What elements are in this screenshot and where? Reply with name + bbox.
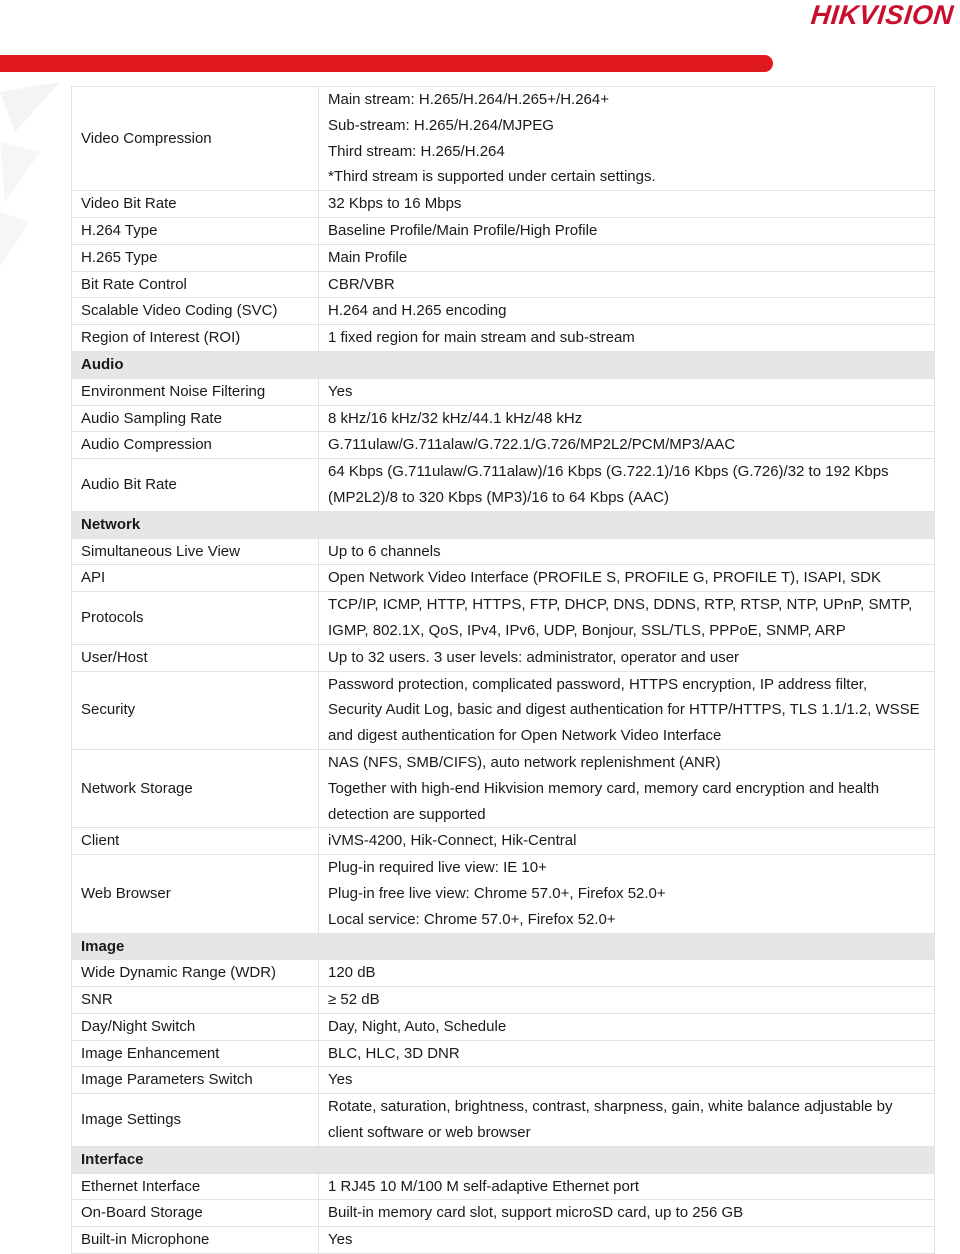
spec-value-line: NAS (NFS, SMB/CIFS), auto network replenishment (ANR) xyxy=(328,753,721,771)
section-header-row xyxy=(72,1146,935,1173)
spec-value xyxy=(319,1013,935,1040)
spec-value xyxy=(319,191,935,218)
spec-value-line: Rotate, saturation, brightness, contrast, sharpness, gain, white balance adjustable by xyxy=(328,1098,893,1116)
spec-value-line: G.711ulaw/G.711alaw/G.722.1/G.726/MP2L2/PCM/MP3/AAC xyxy=(328,436,736,454)
section-blank-cell xyxy=(319,1146,935,1173)
spec-value-line: Yes xyxy=(328,1071,353,1089)
spec-value-line: Third stream: H.265/H.264 xyxy=(328,142,505,160)
spec-label: Ethernet Interface xyxy=(72,1173,319,1200)
spec-row xyxy=(72,244,935,271)
spec-value xyxy=(319,592,935,645)
spec-row xyxy=(72,1067,935,1094)
spec-value xyxy=(319,565,935,592)
spec-value-line: Day, Night, Auto, Schedule xyxy=(328,1017,507,1035)
spec-value-line: TCP/IP, ICMP, HTTP, HTTPS, FTP, DHCP, DNS, DDNS, RTP, RTSP, NTP, UPnP, SMTP, xyxy=(328,596,913,614)
spec-value xyxy=(319,749,935,827)
section-title: Network xyxy=(72,511,319,538)
spec-label: Wide Dynamic Range (WDR) xyxy=(72,960,319,987)
section-title: Audio xyxy=(72,351,319,378)
spec-row xyxy=(72,1227,935,1254)
spec-value-line: *Third stream is supported under certain settings. xyxy=(328,168,656,186)
spec-row xyxy=(72,298,935,325)
spec-row xyxy=(72,855,935,933)
spec-value-line: Main Profile xyxy=(328,248,408,266)
spec-value xyxy=(319,855,935,933)
spec-row xyxy=(72,325,935,352)
spec-label: API xyxy=(72,565,319,592)
spec-row xyxy=(72,671,935,749)
spec-value-line: client software or web browser xyxy=(328,1124,531,1142)
spec-value xyxy=(319,87,935,191)
spec-value-line: 8 kHz/16 kHz/32 kHz/44.1 kHz/48 kHz xyxy=(328,409,583,427)
hikvision-logo: HIKVISION xyxy=(809,0,956,30)
spec-value-line: Main stream: H.265/H.264/H.265+/H.264+ xyxy=(328,91,609,108)
spec-value xyxy=(319,1200,935,1227)
spec-label: Audio Sampling Rate xyxy=(72,405,319,432)
spec-value-line: Local service: Chrome 57.0+, Firefox 52.0+ xyxy=(328,910,616,928)
spec-label: Image Enhancement xyxy=(72,1040,319,1067)
spec-row xyxy=(72,271,935,298)
spec-row xyxy=(72,87,935,191)
spec-value-line: iVMS-4200, Hik-Connect, Hik-Central xyxy=(328,832,577,850)
spec-row xyxy=(72,1200,935,1227)
spec-value-line: (MP2L2)/8 to 320 Kbps (MP3)/16 to 64 Kbps (AAC) xyxy=(328,488,669,506)
spec-value-line: Sub-stream: H.265/H.264/MJPEG xyxy=(328,116,554,134)
spec-value-line: 120 dB xyxy=(328,964,376,982)
spec-label: Bit Rate Control xyxy=(72,271,319,298)
section-header-row xyxy=(72,933,935,960)
section-title: Image xyxy=(72,933,319,960)
spec-value-line: Yes xyxy=(328,1231,353,1249)
spec-row xyxy=(72,828,935,855)
spec-value-line: 1 fixed region for main stream and sub-stream xyxy=(328,329,635,347)
spec-row xyxy=(72,644,935,671)
spec-value-line: CBR/VBR xyxy=(328,275,395,293)
spec-value xyxy=(319,217,935,244)
spec-row xyxy=(72,565,935,592)
spec-label: User/Host xyxy=(72,644,319,671)
spec-row xyxy=(72,432,935,459)
spec-label: Client xyxy=(72,828,319,855)
spec-value xyxy=(319,1067,935,1094)
spec-value xyxy=(319,405,935,432)
spec-label: Region of Interest (ROI) xyxy=(72,325,319,352)
spec-value xyxy=(319,325,935,352)
spec-value-line: Yes xyxy=(328,382,353,400)
spec-value xyxy=(319,1094,935,1147)
spec-row xyxy=(72,405,935,432)
spec-row xyxy=(72,960,935,987)
spec-value xyxy=(319,378,935,405)
spec-value-line: Password protection, complicated password, HTTPS encryption, IP address filter, xyxy=(328,675,868,693)
spec-value xyxy=(319,271,935,298)
spec-value-line: Plug-in free live view: Chrome 57.0+, Firefox 52.0+ xyxy=(328,884,666,902)
section-header-row xyxy=(72,351,935,378)
spec-label: Network Storage xyxy=(72,749,319,827)
spec-row xyxy=(72,987,935,1014)
spec-row xyxy=(72,217,935,244)
spec-label: On-Board Storage xyxy=(72,1200,319,1227)
spec-value-line: IGMP, 802.1X, QoS, IPv4, IPv6, UDP, Bonjour, SSL/TLS, PPPoE, SNMP, ARP xyxy=(328,621,846,639)
spec-value-line: 32 Kbps to 16 Mbps xyxy=(328,195,462,213)
spec-value-line: BLC, HLC, 3D DNR xyxy=(328,1044,460,1062)
spec-value-line: detection are supported xyxy=(328,805,486,823)
spec-value xyxy=(319,671,935,749)
spec-value xyxy=(319,987,935,1014)
spec-value xyxy=(319,1227,935,1254)
header-red-bar xyxy=(0,55,773,72)
spec-label: Image Settings xyxy=(72,1094,319,1147)
spec-value-line: Security Audit Log, basic and digest authentication for HTTP/HTTPS, TLS 1.1/1.2, WSSE xyxy=(328,701,920,719)
spec-value-line: Plug-in required live view: IE 10+ xyxy=(328,859,547,877)
spec-row xyxy=(72,378,935,405)
spec-row xyxy=(72,749,935,827)
spec-value xyxy=(319,960,935,987)
spec-label: Image Parameters Switch xyxy=(72,1067,319,1094)
spec-value-line: Baseline Profile/Main Profile/High Profile xyxy=(328,221,598,239)
spec-table xyxy=(71,86,935,1254)
section-header-row xyxy=(72,511,935,538)
section-title: Interface xyxy=(72,1146,319,1173)
spec-row xyxy=(72,1013,935,1040)
spec-label: H.264 Type xyxy=(72,217,319,244)
section-blank-cell xyxy=(319,351,935,378)
spec-value-line: Up to 6 channels xyxy=(328,542,441,560)
spec-row xyxy=(72,1040,935,1067)
spec-value xyxy=(319,459,935,512)
spec-value xyxy=(319,538,935,565)
spec-row xyxy=(72,538,935,565)
spec-label: Video Compression xyxy=(72,87,319,191)
spec-row xyxy=(72,1173,935,1200)
spec-value-line: H.264 and H.265 encoding xyxy=(328,302,507,320)
spec-value-line: Open Network Video Interface (PROFILE S, PROFILE G, PROFILE T), ISAPI, SDK xyxy=(328,569,881,587)
spec-value xyxy=(319,644,935,671)
spec-value-line: 1 RJ45 10 M/100 M self-adaptive Ethernet port xyxy=(328,1177,640,1195)
spec-value xyxy=(319,432,935,459)
spec-value-line: ≥ 52 dB xyxy=(328,991,380,1009)
spec-label: Built-in Microphone xyxy=(72,1227,319,1254)
spec-label: Web Browser xyxy=(72,855,319,933)
spec-row xyxy=(72,459,935,512)
spec-value-line: Together with high-end Hikvision memory card, memory card encryption and health xyxy=(328,779,880,797)
spec-value xyxy=(319,244,935,271)
spec-label: Security xyxy=(72,671,319,749)
spec-value-line: and digest authentication for Open Network Video Interface xyxy=(328,727,722,745)
spec-value xyxy=(319,828,935,855)
spec-label: Environment Noise Filtering xyxy=(72,378,319,405)
spec-label: Video Bit Rate xyxy=(72,191,319,218)
spec-row xyxy=(72,1094,935,1147)
spec-row xyxy=(72,191,935,218)
spec-label: Day/Night Switch xyxy=(72,1013,319,1040)
spec-label: Scalable Video Coding (SVC) xyxy=(72,298,319,325)
spec-row xyxy=(72,592,935,645)
spec-label: Audio Bit Rate xyxy=(72,459,319,512)
spec-value-line: 64 Kbps (G.711ulaw/G.711alaw)/16 Kbps (G.722.1)/16 Kbps (G.726)/32 to 192 Kbps xyxy=(328,463,889,481)
spec-label: Audio Compression xyxy=(72,432,319,459)
spec-label: H.265 Type xyxy=(72,244,319,271)
spec-value xyxy=(319,298,935,325)
section-blank-cell xyxy=(319,511,935,538)
spec-value xyxy=(319,1173,935,1200)
spec-value-line: Up to 32 users. 3 user levels: administrator, operator and user xyxy=(328,648,740,666)
spec-value-line: Built-in memory card slot, support microSD card, up to 256 GB xyxy=(328,1204,744,1222)
spec-label: Simultaneous Live View xyxy=(72,538,319,565)
spec-label: SNR xyxy=(72,987,319,1014)
spec-value xyxy=(319,1040,935,1067)
spec-label: Protocols xyxy=(72,592,319,645)
section-blank-cell xyxy=(319,933,935,960)
